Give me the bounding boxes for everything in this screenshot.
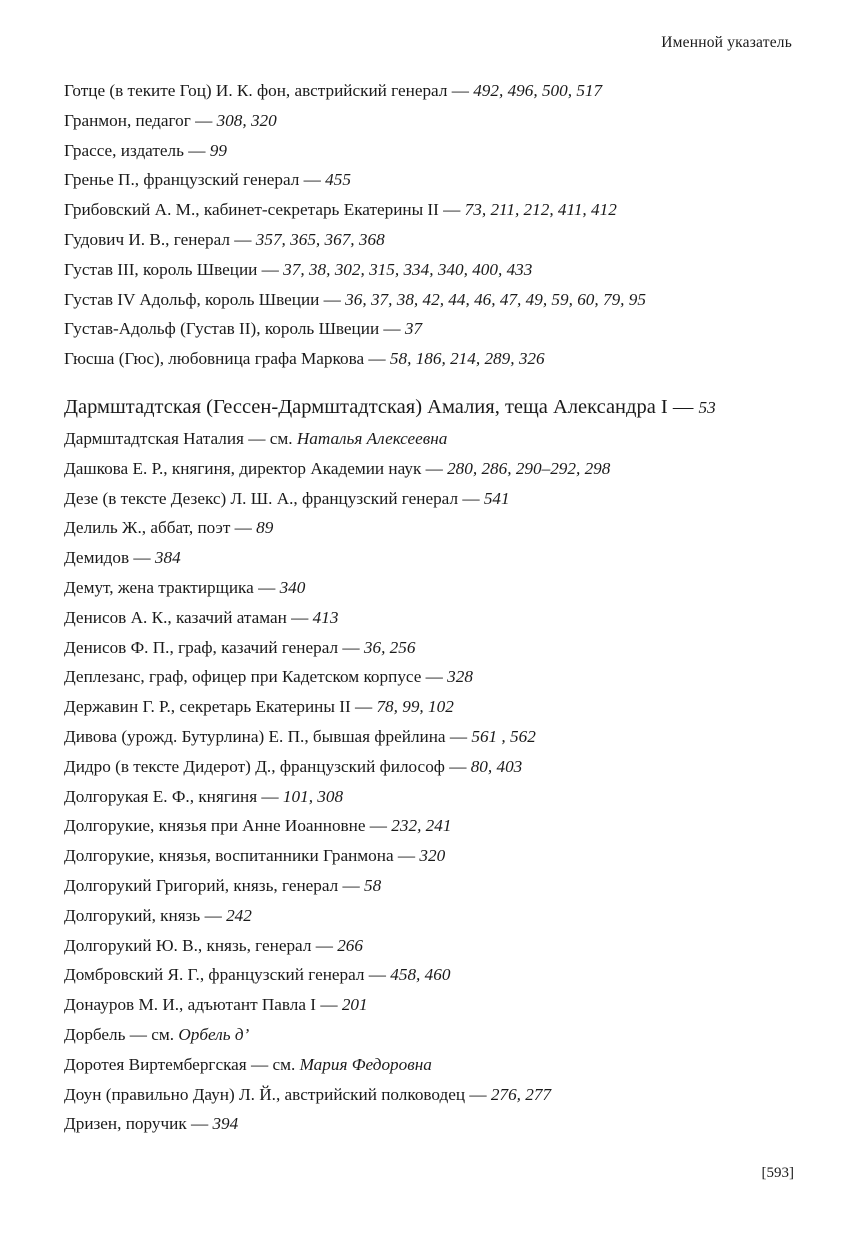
entry-text: Густав IV Адольф, король Швеции — xyxy=(64,289,346,309)
entry-text: Державин Г. Р., секретарь Екатерины II — xyxy=(64,697,377,717)
index-entry xyxy=(64,639,796,656)
entry-page-numbers: 320 xyxy=(419,846,446,866)
entry-text: Долгорукий, князь — xyxy=(64,905,227,925)
index-entry xyxy=(64,907,796,924)
index-entry xyxy=(64,579,796,596)
entry-text: Гранмон, педагог — xyxy=(64,110,217,130)
entry-page-numbers: 80, 403 xyxy=(470,756,523,776)
entry-text: Дидро (в тексте Дидерот) Д., французский философ — xyxy=(64,756,471,776)
entry-text: Готце (в теките Гоц) И. К. фон, австрийский генерал — xyxy=(64,81,474,100)
entry-page-numbers: 492, 496, 500, 517 xyxy=(473,81,603,100)
entry-page-numbers: 394 xyxy=(212,1114,239,1134)
index-entry xyxy=(64,1115,796,1132)
index-entry xyxy=(64,261,796,278)
entry-cross-reference: Наталья Алексеевна xyxy=(296,429,448,449)
entry-text: Доун (правильно Даун) Л. Й., австрийский полководец — xyxy=(64,1084,491,1104)
entry-text: Денисов А. К., казачий атаман — xyxy=(64,607,313,627)
entry-text: Долгорукая Е. Ф., княгиня — xyxy=(64,786,283,806)
index-entry xyxy=(64,609,796,626)
entry-page-numbers: 58 xyxy=(364,876,382,896)
entry-text: Дармштадтская Наталия — см. xyxy=(64,429,297,449)
entry-text: Грассе, издатель — xyxy=(64,140,210,160)
index-entry xyxy=(64,1026,796,1043)
entry-text: Дорбель — см. xyxy=(64,1025,179,1044)
entry-text: Долгорукие, князья при Анне Иоанновне — xyxy=(64,816,392,836)
entry-page-numbers: 340 xyxy=(279,578,306,598)
index-entry xyxy=(64,460,796,477)
index-entry xyxy=(64,817,796,834)
entry-page-numbers: 276, 277 xyxy=(490,1084,552,1104)
index-entry xyxy=(64,112,796,129)
index-entry xyxy=(64,82,796,99)
entry-text: Дармштадтская (Гессен-Дармштадтская) Амалия, теща Александра I — xyxy=(64,395,699,418)
index-entry xyxy=(64,847,796,864)
entry-page-numbers: 266 xyxy=(337,935,363,955)
entry-text: Дивова (урожд. Бутурлина) Е. П., бывшая фрейлина — xyxy=(64,727,472,747)
index-entry xyxy=(64,728,796,745)
entry-page-numbers: 101, 308 xyxy=(282,786,344,806)
index-entry xyxy=(64,490,796,507)
entry-page-numbers: 357, 365, 367, 368 xyxy=(255,229,385,249)
entry-text: Долгорукий Григорий, князь, генерал — xyxy=(64,876,365,896)
entry-group-separator xyxy=(64,380,796,397)
entry-text: Демут, жена трактирщика — xyxy=(64,578,280,598)
entry-page-numbers: 242 xyxy=(226,905,252,925)
index-entry xyxy=(64,1086,796,1103)
index-entry xyxy=(64,996,796,1013)
entry-cross-reference: Мария Федоровна xyxy=(299,1054,432,1074)
entry-text: Гюсша (Гюс), любовница графа Маркова — xyxy=(64,349,390,369)
entry-page-numbers: 37 xyxy=(404,319,423,339)
index-entry xyxy=(64,937,796,954)
entry-page-numbers: 99 xyxy=(209,140,227,160)
index-entry xyxy=(64,291,796,308)
entry-text: Домбровский Я. Г., французский генерал — xyxy=(64,965,391,985)
index-entry xyxy=(64,698,796,715)
entry-page-numbers: 561 , 562 xyxy=(471,727,536,747)
entry-page-numbers: 36, 256 xyxy=(363,637,416,657)
index-entry xyxy=(64,877,796,894)
entry-page-numbers: 201 xyxy=(341,995,368,1015)
entry-text: Демидов — xyxy=(64,548,155,568)
entry-text: Грибовский А. М., кабинет-секретарь Екатерины II — xyxy=(64,200,465,220)
entry-page-numbers: 37, 38, 302, 315, 334, 340, 400, 433 xyxy=(283,259,533,279)
entry-cross-reference: Орбель д’ xyxy=(178,1025,250,1044)
entry-page-numbers: 328 xyxy=(447,667,473,687)
index-entry xyxy=(64,171,796,188)
entry-page-numbers: 541 xyxy=(483,488,510,508)
entry-page-numbers: 458, 460 xyxy=(390,965,451,985)
entry-text: Дашкова Е. Р., княгиня, директор Академии наук — xyxy=(64,458,448,478)
entry-text: Делиль Ж., аббат, поэт — xyxy=(64,518,257,538)
entry-text: Дезе (в тексте Дезекс) Л. Ш. А., французский генерал — xyxy=(64,488,484,508)
index-entry xyxy=(64,549,796,566)
entry-page-numbers: 89 xyxy=(256,518,274,538)
entry-page-numbers: 232, 241 xyxy=(391,816,452,836)
index-entry xyxy=(64,758,796,775)
index-entry xyxy=(64,201,796,218)
entry-page-numbers: 73, 211, 212, 411, 412 xyxy=(464,200,617,220)
entry-page-numbers: 280, 286, 290–292, 298 xyxy=(447,458,611,478)
entry-text: Донауров М. И., адъютант Павла I — xyxy=(64,995,342,1015)
index-entry xyxy=(64,350,796,367)
index-entry xyxy=(64,519,796,536)
index-entry xyxy=(64,668,796,685)
index-entry xyxy=(64,320,796,337)
index-entry xyxy=(64,1056,796,1073)
entry-text: Гренье П., французский генерал — xyxy=(64,170,326,190)
entry-text: Доротея Виртембергская — см. xyxy=(64,1054,300,1074)
entry-page-numbers: 36, 37, 38, 42, 44, 46, 47, 49, 59, 60, 79, 95 xyxy=(345,289,646,309)
entry-page-numbers: 413 xyxy=(312,607,339,627)
entry-text: Деплезанс, граф, офицер при Кадетском корпусе — xyxy=(64,667,448,687)
entry-text: Густав-Адольф (Густав II), король Швеции — xyxy=(64,319,405,339)
entry-page-numbers: 384 xyxy=(154,548,181,568)
page-folio: [593] xyxy=(761,1165,794,1181)
entry-page-numbers: 455 xyxy=(325,170,351,190)
entry-text: Густав III, король Швеции — xyxy=(64,259,284,279)
index-entry xyxy=(64,966,796,983)
index-entry xyxy=(64,788,796,805)
entry-text: Гудович И. В., генерал — xyxy=(64,229,256,249)
entry-text: Дризен, поручик — xyxy=(64,1114,213,1134)
index-entry xyxy=(64,231,796,248)
entry-page-numbers: 53 xyxy=(698,397,716,417)
index-entry-list xyxy=(64,82,796,1145)
entry-page-numbers: 308, 320 xyxy=(216,110,277,130)
index-entry xyxy=(64,142,796,159)
entry-page-numbers: 58, 186, 214, 289, 326 xyxy=(389,349,545,369)
entry-text: Денисов Ф. П., граф, казачий генерал — xyxy=(64,637,364,657)
index-entry xyxy=(64,430,796,447)
running-head: Именной указатель xyxy=(661,34,792,51)
entry-text: Долгорукие, князья, воспитанники Гранмона — xyxy=(64,846,420,866)
entry-page-numbers: 78, 99, 102 xyxy=(376,697,454,717)
index-entry xyxy=(64,397,796,418)
entry-text: Долгорукий Ю. В., князь, генерал — xyxy=(64,935,338,955)
